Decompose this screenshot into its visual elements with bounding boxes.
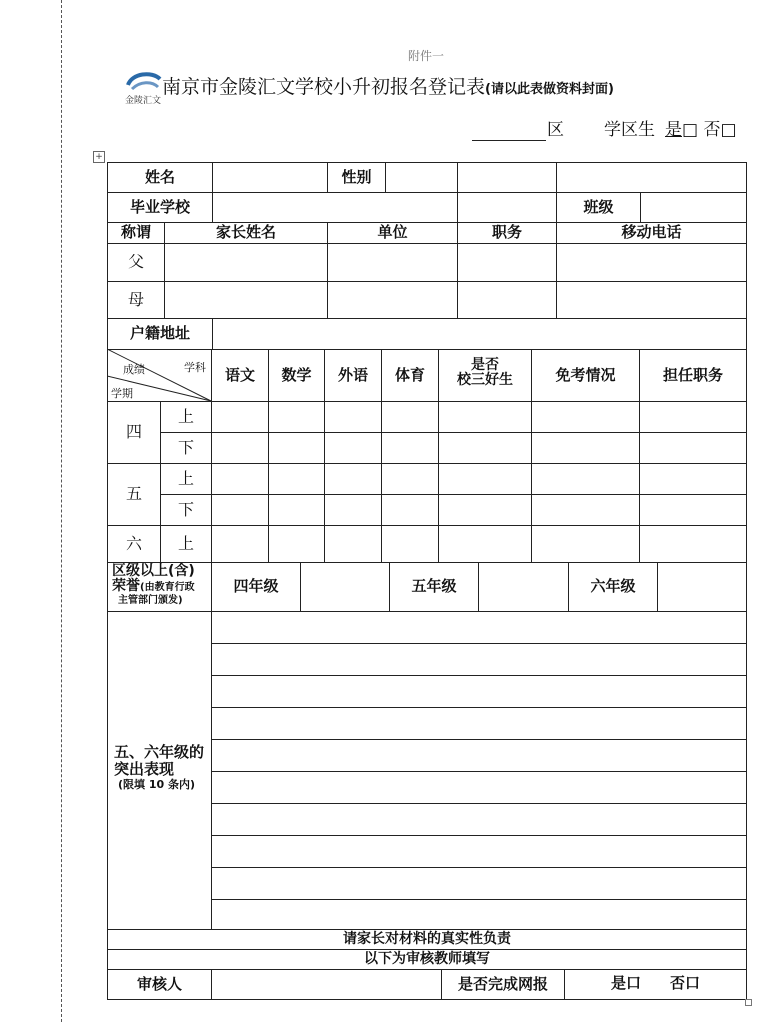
header-foreign-language: 外语	[337, 365, 368, 384]
header-exam-exemption: 免考情况	[555, 365, 616, 384]
label-grade4: 四年级	[233, 577, 279, 596]
field-reviewer[interactable]	[212, 970, 441, 999]
label-online-done: 是否完成网报	[457, 974, 548, 993]
field-grade5-honors[interactable]	[479, 563, 568, 611]
header-pe: 体育	[394, 365, 425, 384]
grade-four: 四	[125, 422, 142, 442]
attachment-label: 附件一	[408, 49, 445, 63]
title-note: (请以此表做资料封面)	[485, 82, 614, 97]
online-yes-checkbox[interactable]: 是口	[611, 974, 642, 992]
label-name: 姓名	[144, 167, 175, 186]
no-checkbox[interactable]: □	[720, 120, 737, 140]
honors-note-line2: 主管部门颁发)	[118, 594, 183, 606]
field-graduated-school[interactable]	[213, 193, 457, 222]
no-label: 否	[703, 120, 721, 140]
header-math: 数学	[281, 365, 312, 384]
label-father: 父	[127, 252, 144, 272]
term-5-up: 上	[177, 468, 194, 488]
merit-line2: 校三好生	[457, 372, 513, 389]
honors-line1: 区级以上(含)	[112, 563, 195, 579]
grade-five: 五	[125, 484, 142, 504]
district-student-label: 学区生	[604, 120, 655, 140]
table-move-handle-icon[interactable]: +	[93, 151, 105, 163]
school-logo	[122, 71, 166, 111]
term-4-down: 下	[177, 437, 194, 457]
label-grade6: 六年级	[590, 577, 636, 596]
outstanding-line1: 五、六年级的	[114, 743, 205, 761]
label-gender: 性别	[341, 167, 372, 186]
field-class[interactable]	[641, 193, 746, 222]
header-position: 职务	[491, 223, 522, 242]
term-4-up: 上	[177, 406, 194, 426]
field-gender[interactable]	[386, 163, 457, 192]
label-class: 班级	[583, 197, 614, 216]
yes-label: 是	[665, 120, 682, 140]
yes-checkbox[interactable]: □	[682, 120, 699, 140]
honors-line2: 荣誉	[112, 578, 140, 595]
authenticity-notice: 请家长对材料的真实性负责	[343, 931, 511, 948]
label-reviewer: 审核人	[136, 974, 182, 993]
title-main: 南京市金陵汇文学校小升初报名登记表	[162, 76, 486, 98]
header-chinese: 语文	[224, 365, 255, 384]
label-grade5: 五年级	[411, 577, 457, 596]
logo-text: 金陵汇文	[125, 96, 162, 106]
logo-swoosh-icon	[122, 71, 166, 97]
margin-dashed-line	[61, 0, 62, 1022]
header-relation: 称谓	[120, 223, 151, 242]
header-duties: 担任职务	[662, 365, 723, 384]
label-honors	[112, 564, 195, 606]
honors-note-line1: (由教育行政	[140, 582, 195, 594]
honors-line2-row	[112, 579, 195, 594]
grade-six: 六	[125, 533, 142, 553]
header-mobile: 移动电话	[621, 223, 682, 242]
online-no-checkbox[interactable]: 否口	[670, 974, 701, 992]
page-title	[162, 78, 614, 97]
header-parent-name: 家长姓名	[215, 223, 276, 242]
field-photo[interactable]	[557, 163, 746, 192]
label-graduated-school: 毕业学校	[129, 197, 190, 216]
merit-line1: 是否	[471, 357, 499, 373]
header-merit-student	[439, 358, 531, 389]
outstanding-line2: 突出表现	[114, 760, 175, 779]
field-name[interactable]	[213, 163, 327, 192]
diag-subject: 学科	[184, 361, 206, 374]
label-outstanding	[114, 744, 204, 791]
district-input-line[interactable]	[472, 140, 546, 141]
district-suffix: 区	[547, 120, 564, 140]
district-yes-no	[665, 122, 737, 139]
field-grade4-honors[interactable]	[301, 563, 389, 611]
diag-term: 学期	[111, 387, 133, 400]
field-extra-1[interactable]	[458, 163, 556, 192]
term-6-up: 上	[177, 533, 194, 553]
diag-grade: 成绩	[123, 363, 145, 376]
outstanding-note: (限填 10 条内)	[118, 777, 196, 791]
term-5-down: 下	[177, 499, 194, 519]
field-household-address[interactable]	[213, 319, 746, 349]
label-mother: 母	[127, 289, 144, 309]
header-work-unit: 单位	[377, 223, 408, 242]
field-grade6-honors[interactable]	[658, 563, 746, 611]
teacher-fill-notice: 以下为审核教师填写	[364, 951, 490, 968]
table-resize-handle[interactable]	[745, 999, 752, 1006]
label-household-address: 户籍地址	[129, 324, 190, 343]
